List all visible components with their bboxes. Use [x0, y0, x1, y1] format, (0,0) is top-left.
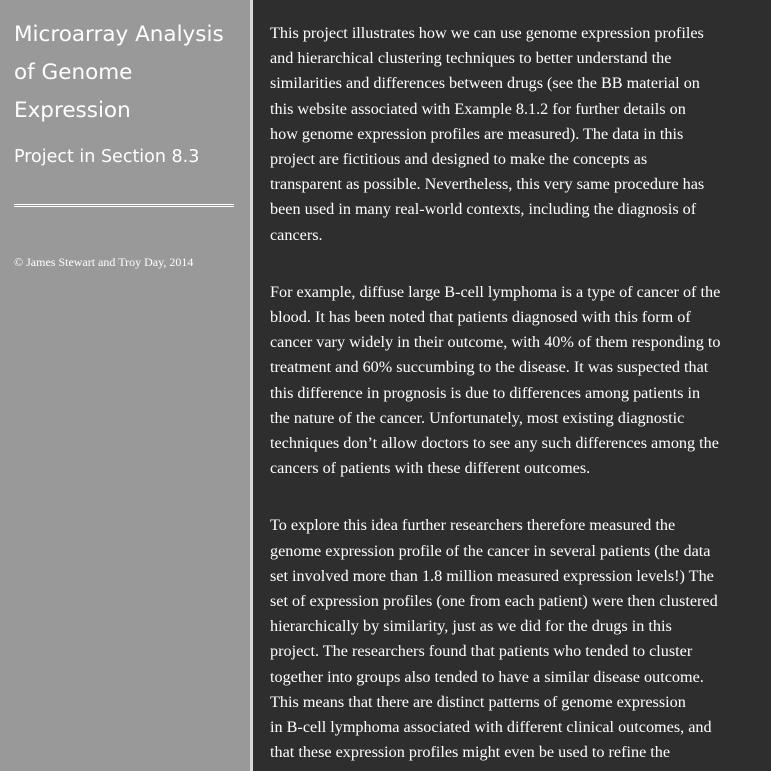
paragraph-research: To explore this idea further researchers therefore measured the genome expression profile of the cancer in several patients (the data set involved more than 1.8 million measured expression levels!) The set of expression profiles (one from each patient) were then clustered hierarchically by similarity, just as we did for the drugs in this project. The researchers found that patients who tended to cluster together into groups also tended to have a similar disease outcome. This means that there are distinct patterns of genome expression in B-cell lymphoma associated with different clinical outcomes, and that these expression profiles might even be used to refine the: [270, 516, 718, 762]
sidebar-divider: [14, 204, 234, 207]
copyright-notice: © James Stewart and Troy Day, 2014: [14, 255, 194, 269]
sidebar: [0, 0, 250, 771]
paragraph-intro: This project illustrates how we can use genome expression profiles and hierarchical clustering techniques to better understand the similarities and differences between drugs (see the BB material on this website associated with Example 8.1.2 for further details on how genome expression profiles are measured). The data in this project are fictitious and designed to make the concepts as transparent as possible. Nevertheless, this very same procedure has been used in many real-world contexts, including the diagnosis of cancers.: [270, 24, 705, 244]
page-subtitle: Project in Section 8.3: [14, 147, 200, 167]
page-title: Microarray Analysis of Genome Expression: [14, 22, 224, 123]
column-divider: [250, 0, 253, 771]
paragraph-example: For example, diffuse large B-cell lymphoma is a type of cancer of the blood. It has been noted that patients diagnosed with this form of cancer vary widely in their outcome, with 40% of them responding to treatment and 60% succumbing to the disease. It was suspected that this difference in prognosis is due to differences among patients in the nature of the cancer. Unfortunately, most existing diagnostic techniques don’t allow doctors to see any such differences among the cancers of patients with these different outcomes.: [270, 282, 721, 478]
main-content: [270, 21, 768, 771]
